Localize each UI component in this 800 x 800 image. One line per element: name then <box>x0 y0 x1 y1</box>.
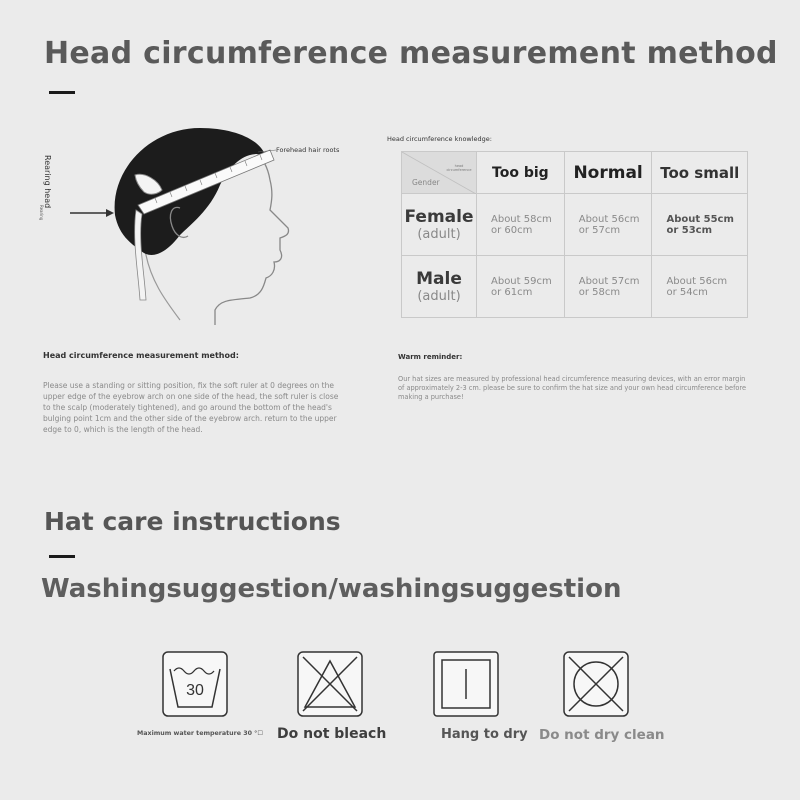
size-value-line1: About 59cm <box>491 275 552 287</box>
table-row <box>402 256 748 318</box>
gender-cell <box>402 194 477 256</box>
care-title: Hat care instructions <box>44 507 341 536</box>
size-cell <box>564 256 652 318</box>
table-row <box>402 194 748 256</box>
neck-outline <box>145 250 180 320</box>
size-value-line1: About 55cm <box>666 213 734 225</box>
care-label-no-bleach: Do not bleach <box>277 726 387 742</box>
table-caption: Head circumference knowledge: <box>387 135 492 143</box>
no-dry-clean-icon <box>563 651 629 717</box>
size-cell <box>477 256 565 318</box>
head-measurement-diagram <box>40 110 360 325</box>
size-cell <box>564 194 652 256</box>
size-cell <box>652 194 748 256</box>
method-text: Please use a standing or sitting position, fix the soft ruler at 0 degrees on the upper edge of the eyebrow arch on one side of the head, the soft ruler is close to the scalp (moderately tightened), and go around the bottom of the head's bulging point 1cm and the other side of the eyebrow arch. return to the upper edge to 0, which is the length of the head. <box>43 381 339 434</box>
corner-bottom-label: Gender <box>412 178 440 187</box>
care-underline <box>49 555 75 558</box>
wash-temp-text: 30 <box>186 682 204 699</box>
no-bleach-icon <box>297 651 363 717</box>
gender-label: Male <box>416 269 462 289</box>
care-label-hang-dry: Hang to dry <box>441 727 528 742</box>
size-table <box>401 151 748 318</box>
size-value-line2: or 53cm <box>666 224 713 236</box>
size-value-line1: About 56cm <box>666 275 728 287</box>
size-value-line2: or 54cm <box>666 286 708 298</box>
table-corner-cell <box>402 152 477 194</box>
gender-note: (adult) <box>417 289 461 304</box>
care-label-wash: Maximum water temperature 30 °☐ <box>137 730 263 737</box>
side-label: Rearing head <box>43 155 52 209</box>
wash-30-icon <box>162 651 228 717</box>
size-cell <box>652 256 748 318</box>
size-value-line1: About 57cm <box>578 275 640 287</box>
table-header-row <box>402 152 748 194</box>
corner-diagonal <box>402 152 476 194</box>
care-subtitle: Washingsuggestion/washingsuggestion <box>41 574 622 604</box>
column-header-too-big: Too big <box>477 152 565 194</box>
size-value-line1: About 56cm <box>578 213 640 225</box>
size-value-line2: or 58cm <box>578 286 621 298</box>
size-value-line2: or 57cm <box>578 224 621 236</box>
side-label-small: Rearing <box>39 205 44 221</box>
reminder-text: Our hat sizes are measured by professional head circumference measuring devices, with an error margin of approximately 2-3 cm. please be sure to confirm the hat size and your own head circumference before making a purchase! <box>398 375 747 401</box>
reminder-title: Warm reminder: <box>398 353 463 361</box>
care-label-no-dry-clean: Do not dry clean <box>539 727 665 743</box>
title-underline <box>49 91 75 94</box>
side-label-wrap <box>39 155 54 235</box>
arrow-head-icon <box>106 209 114 217</box>
size-cell <box>477 194 565 256</box>
size-value-line1: About 58cm <box>491 213 552 225</box>
corner-top-label: head circumference <box>446 164 472 172</box>
column-header-normal: Normal <box>564 152 652 194</box>
size-value-line2: or 61cm <box>491 286 533 298</box>
gender-cell <box>402 256 477 318</box>
size-value-line2: or 60cm <box>491 224 533 236</box>
page-title: Head circumference measurement method <box>44 36 778 71</box>
method-title: Head circumference measurement method: <box>43 351 239 360</box>
column-header-too-small: Too small <box>652 152 748 194</box>
gender-note: (adult) <box>417 227 461 242</box>
gender-label: Female <box>404 207 474 227</box>
forehead-label: Forehead hair roots <box>276 146 340 154</box>
hang-dry-icon <box>433 651 499 717</box>
